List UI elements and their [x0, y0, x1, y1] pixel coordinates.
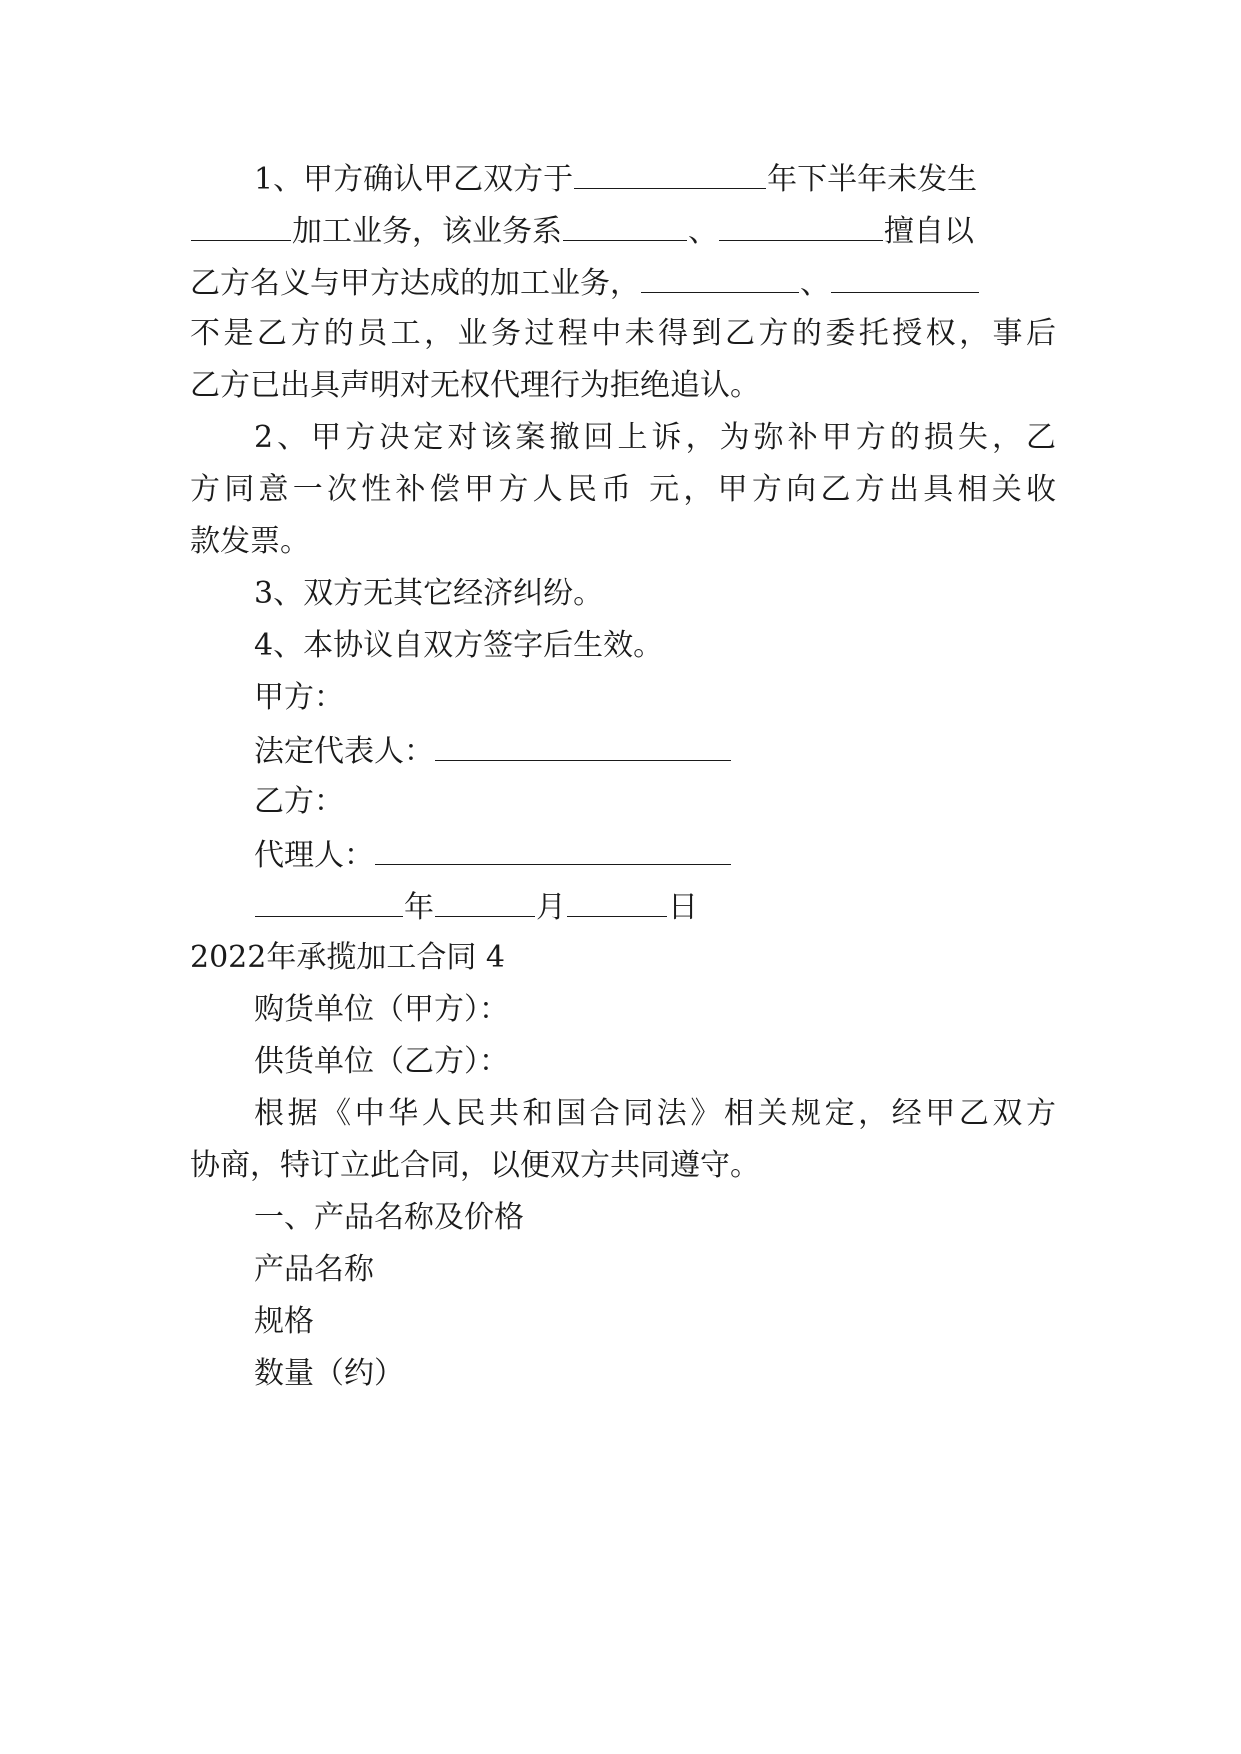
clause-1-sep-a: 、: [688, 214, 718, 249]
buyer-label: 购货单位（甲方）：: [254, 992, 509, 1027]
person-2-blank[interactable]: [719, 210, 883, 241]
date-year-label: 年: [404, 890, 434, 925]
clause-1-text-a: 甲方确认甲乙双方于: [303, 162, 574, 197]
clause-2-line-3: 款发票。: [190, 524, 310, 559]
agent-label: 代理人：: [254, 838, 374, 873]
business-type-blank[interactable]: [191, 210, 291, 241]
clause-4: 4、本协议自双方签字后生效。: [254, 628, 664, 663]
intro-line-2: 协商，特订立此合同，以便双方共同遵守。: [190, 1148, 760, 1183]
agent-line: [254, 834, 732, 874]
contract-4-title: 2022年承揽加工合同 4: [190, 940, 505, 975]
product-name-label: 产品名称: [254, 1252, 374, 1287]
date-month-label: 月: [536, 890, 566, 925]
clause-1-line-3: [190, 262, 980, 302]
agent-blank[interactable]: [375, 834, 731, 865]
legal-rep-label: 法定代表人：: [254, 734, 434, 769]
clause-1-line-4: 不是乙方的员工，业务过程中未得到乙方的委托授权，事后: [190, 316, 1056, 351]
clause-1-text-e: 乙方名义与甲方达成的加工业务，: [190, 266, 640, 301]
intro-line-1: 根据《中华人民共和国合同法》相关规定，经甲乙双方: [254, 1096, 1056, 1131]
clause-1-text-d: 擅自以: [884, 214, 974, 249]
clause-1-line-5: 乙方已出具声明对无权代理行为拒绝追认。: [190, 368, 760, 403]
date-month-blank[interactable]: [435, 886, 535, 917]
person-3-blank[interactable]: [641, 262, 799, 293]
party-b-label: 乙方：: [254, 784, 344, 819]
legal-rep-blank[interactable]: [435, 730, 731, 761]
clause-1-number: 1、: [254, 162, 304, 197]
clause-1-text-b: 年下半年未发生: [767, 162, 978, 197]
date-day-blank[interactable]: [567, 886, 667, 917]
clause-1-line-1: [254, 158, 977, 198]
clause-3: 3、双方无其它经济纠纷。: [254, 576, 604, 611]
person-4-blank[interactable]: [831, 262, 979, 293]
clause-1-line-2: [190, 210, 974, 250]
clause-1-text-c: 加工业务，该业务系: [292, 214, 562, 249]
date-line: [254, 886, 698, 926]
party-a-label: 甲方：: [254, 680, 344, 715]
quantity-label: 数量（约）: [254, 1356, 404, 1391]
date-day-label: 日: [668, 890, 698, 925]
legal-rep-line: [254, 730, 732, 770]
clause-1-sep-b: 、: [800, 266, 830, 301]
clause-2-line-1: 2、甲方决定对该案撤回上诉，为弥补甲方的损失，乙: [254, 420, 1056, 455]
person-1-blank[interactable]: [563, 210, 687, 241]
year-blank[interactable]: [574, 158, 766, 189]
clause-2-line-2: 方同意一次性补偿甲方人民币 元，甲方向乙方出具相关收: [190, 472, 1056, 507]
section-1-heading: 一、产品名称及价格: [254, 1200, 524, 1235]
supplier-label: 供货单位（乙方）：: [254, 1044, 509, 1079]
date-year-blank[interactable]: [255, 886, 403, 917]
spec-label: 规格: [254, 1304, 314, 1339]
